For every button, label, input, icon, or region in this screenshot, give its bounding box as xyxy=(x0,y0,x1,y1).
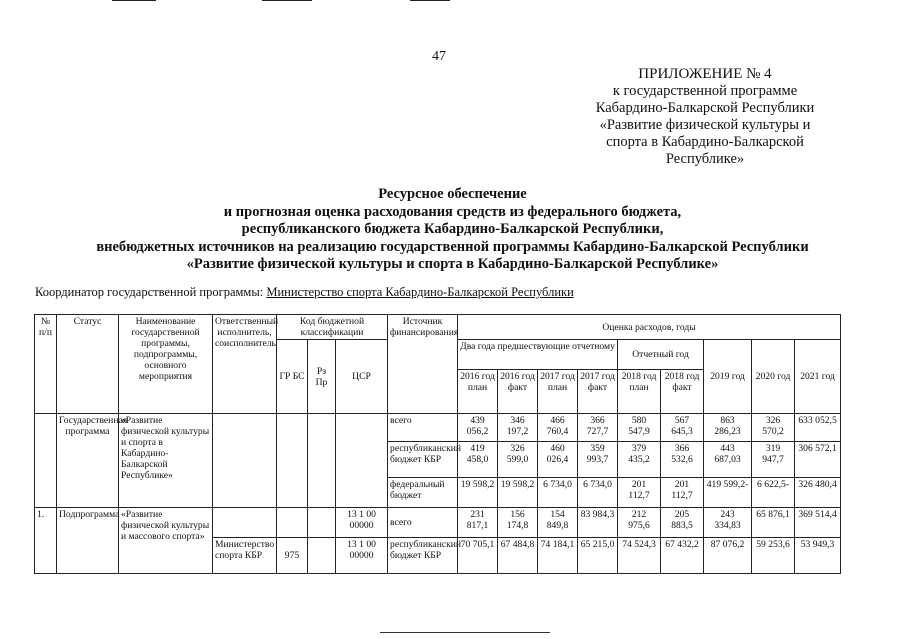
cell-value: 65 876,1 xyxy=(752,508,795,538)
subprogram-num: 1. xyxy=(35,508,57,574)
header-num: № п/п xyxy=(35,315,57,414)
header-source: Источник финансирования xyxy=(388,315,458,414)
cell-value: 369 514,4 xyxy=(795,508,841,538)
header-2016-fact: 2016 год факт xyxy=(498,370,538,414)
appendix-block xyxy=(560,66,850,168)
cell-value: 201 112,7 xyxy=(661,478,704,508)
cell-rzpr xyxy=(308,508,336,538)
cell-csr xyxy=(336,414,388,508)
cell-grbs: 975 xyxy=(277,538,308,574)
cell-value: 580 547,9 xyxy=(618,414,661,442)
cell-value: 74 184,1 xyxy=(538,538,578,574)
cell-value: 156 174,8 xyxy=(498,508,538,538)
cell-value: 419 599,2- xyxy=(704,478,752,508)
appendix-title: ПРИЛОЖЕНИЕ № 4 xyxy=(638,66,772,82)
cell-source: республиканский бюджет КБР xyxy=(388,442,458,478)
scan-mark xyxy=(380,632,550,633)
cell-value: 59 253,6 xyxy=(752,538,795,574)
header-budget-code: Код бюджетной классификации xyxy=(277,315,388,340)
cell-value: 419 458,0 xyxy=(458,442,498,478)
cell-value: 439 056,2 xyxy=(458,414,498,442)
header-year-2020: 2020 год xyxy=(752,340,795,414)
cell-responsible xyxy=(213,508,277,538)
header-2017-plan: 2017 год план xyxy=(538,370,578,414)
cell-responsible: Министерство спорта КБР xyxy=(213,538,277,574)
heading-line: республиканского бюджета Кабардино-Балкарской Республики, xyxy=(241,221,664,237)
cell-value: 74 524,3 xyxy=(618,538,661,574)
cell-value: 326 570,2 xyxy=(752,414,795,442)
cell-csr: 13 1 00 00000 xyxy=(336,538,388,574)
scan-mark xyxy=(410,0,450,1)
appendix-line: Кабардино-Балкарской Республики xyxy=(595,100,815,116)
cell-value: 379 435,2 xyxy=(618,442,661,478)
cell-csr: 13 1 00 00000 xyxy=(336,508,388,538)
cell-value: 359 993,7 xyxy=(578,442,618,478)
cell-source: федеральный бюджет xyxy=(388,478,458,508)
cell-source: всего xyxy=(388,508,458,538)
header-responsible: Ответственный исполнитель, соисполнитель xyxy=(213,315,277,414)
cell-value: 201 112,7 xyxy=(618,478,661,508)
cell-value: 53 949,3 xyxy=(795,538,841,574)
cell-value: 6 734,0 xyxy=(538,478,578,508)
cell-responsible xyxy=(213,414,277,508)
header-2017-fact: 2017 год факт xyxy=(578,370,618,414)
cell-value: 67 484,8 xyxy=(498,538,538,574)
page-number: 47 xyxy=(432,49,446,64)
cell-value: 65 215,0 xyxy=(578,538,618,574)
appendix-line: к государственной программе xyxy=(612,83,798,99)
cell-value: 326 480,4 xyxy=(795,478,841,508)
cell-value: 19 598,2 xyxy=(458,478,498,508)
cell-value: 366 727,7 xyxy=(578,414,618,442)
cell-value: 306 572,1 xyxy=(795,442,841,478)
cell-value: 6 622,5- xyxy=(752,478,795,508)
heading-line: и прогнозная оценка расходования средств из федерального бюджета, xyxy=(223,203,682,220)
cell-source: всего xyxy=(388,414,458,442)
scan-mark xyxy=(112,0,156,1)
coordinator-label: Координатор государственной программы: xyxy=(35,285,264,299)
cell-value: 633 052,5 xyxy=(795,414,841,442)
cell-num xyxy=(35,414,57,508)
cell-value: 154 849,8 xyxy=(538,508,578,538)
cell-source: республиканский бюджет КБР xyxy=(388,538,458,574)
cell-rzpr xyxy=(308,414,336,508)
header-csr: ЦСР xyxy=(336,340,388,414)
header-2018-fact: 2018 год факт xyxy=(661,370,704,414)
cell-grbs xyxy=(277,414,308,508)
cell-value: 67 432,2 xyxy=(661,538,704,574)
appendix-line: Республике» xyxy=(665,151,745,167)
heading-line: внебюджетных источников на реализацию государственной программы Кабардино-Балкарской Республики xyxy=(96,238,809,255)
appendix-line: «Развитие физической культуры и xyxy=(599,117,811,133)
heading-line: «Развитие физической культуры и спорта в Кабардино-Балкарской Республике» xyxy=(186,256,719,272)
header-prev-two: Два года предшествующие отчетному xyxy=(458,340,618,370)
header-2018-plan: 2018 год план xyxy=(618,370,661,414)
cell-value: 243 334,83 xyxy=(704,508,752,538)
cell-value: 346 197,2 xyxy=(498,414,538,442)
cell-value: 443 687,03 xyxy=(704,442,752,478)
cell-value: 6 734,0 xyxy=(578,478,618,508)
appendix-line: спорта в Кабардино-Балкарской xyxy=(606,134,804,150)
header-report-year: Отчетный год xyxy=(618,340,704,370)
subprogram-status: Подпрограмма xyxy=(57,508,119,574)
header-estimate: Оценка расходов, годы xyxy=(458,315,841,340)
cell-value: 70 705,1 xyxy=(458,538,498,574)
cell-value: 87 076,2 xyxy=(704,538,752,574)
cell-value: 231 817,1 xyxy=(458,508,498,538)
cell-rzpr xyxy=(308,538,336,574)
cell-value: 205 883,5 xyxy=(661,508,704,538)
cell-value: 319 947,7 xyxy=(752,442,795,478)
coordinator-org: Министерство спорта Кабардино-Балкарской Республики xyxy=(266,285,574,299)
document-heading xyxy=(0,186,905,274)
heading-line: Ресурсное обеспечение xyxy=(378,186,527,202)
cell-value: 212 975,6 xyxy=(618,508,661,538)
header-year-2021: 2021 год xyxy=(795,340,841,414)
coordinator-line xyxy=(35,285,574,300)
scan-mark xyxy=(262,0,312,1)
cell-value: 460 026,4 xyxy=(538,442,578,478)
cell-value: 83 984,3 xyxy=(578,508,618,538)
cell-value: 567 645,3 xyxy=(661,414,704,442)
header-rzpr: Рз Пр xyxy=(308,340,336,414)
subprogram-name: «Развитие физической культуры и массового спорта» xyxy=(119,508,213,574)
header-status: Статус xyxy=(57,315,119,414)
cell-value: 466 760,4 xyxy=(538,414,578,442)
resource-table xyxy=(34,314,841,574)
header-name: Наименование государственной программы, подпрограммы, основного мероприятия xyxy=(119,315,213,414)
table-row xyxy=(35,508,841,538)
table-row xyxy=(35,414,841,442)
cell-grbs xyxy=(277,508,308,538)
program-name: «Развитие физической культуры и спорта в Кабардино-Балкарской Республике» xyxy=(119,414,213,508)
cell-value: 326 599,0 xyxy=(498,442,538,478)
header-grbs: ГР БС xyxy=(277,340,308,414)
cell-value: 863 286,23 xyxy=(704,414,752,442)
header-year-2019: 2019 год xyxy=(704,340,752,414)
program-status: Государственная программа xyxy=(57,414,119,508)
cell-value: 19 598,2 xyxy=(498,478,538,508)
header-2016-plan: 2016 год план xyxy=(458,370,498,414)
cell-value: 366 532,6 xyxy=(661,442,704,478)
